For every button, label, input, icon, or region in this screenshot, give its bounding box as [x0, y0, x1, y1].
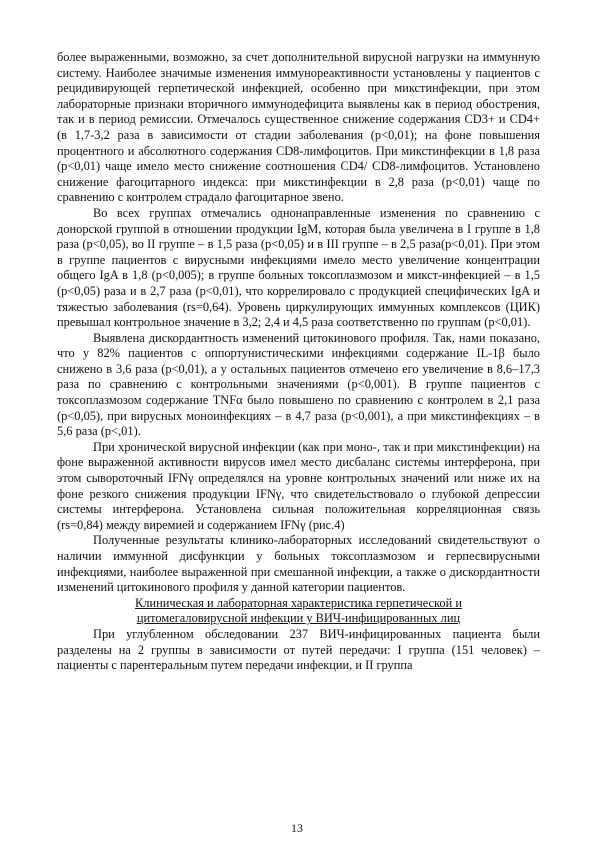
paragraph-5: Полученные результаты клинико-лабораторных исследований свидетельствуют о наличии иммунной дисфункции у больных токсоплазмозом и герпесвирусными инфекциями, наиболее выраженной при смешанной инфекции, а также о дискордантности изменений цитокинового профиля у данной категории пациентов. — [57, 533, 540, 595]
body-text — [57, 50, 540, 674]
paragraph-2: Во всех группах отмечались однонаправленные изменения по сравнению с донорской группой в отношении продукции IgM, которая была увеличена в I группе в 1,8 раза (p<0,05), во II группе – в 1,5 раза (p<0,05) и в III группе – в 2,5 раза(p<0,01). При этом в группе пациентов с вирусными инфекциями имело место увеличение концентрации общего IgA в 1,8 (p<0,005); в группе больных токсоплазмозом и микст-инфекцией – в 1,5 (p<0,05) раза и в 2,7 раза (p<0,01), что коррелировало с продукцией специфических IgA и тяжестью заболевания (rs=0,64). Уровень циркулирующих иммунных комплексов (ЦИК) превышал контрольное значение в 3,2; 2,4 и 4,5 раза соответственно по группам (p<0,01). — [57, 205, 540, 330]
paragraph-6: При углубленном обследовании 237 ВИЧ-инфицированных пациента были разделены на 2 группы в зависимости от путей передачи: I группа (151 человек) – пациенты с парентеральным путем передачи инфекции, и II группа — [57, 626, 540, 673]
page-number: 13 — [291, 821, 303, 835]
paragraph-3: Выявлена дискордантность изменений цитокинового профиля. Так, нами показано, что у 82% пациентов с оппортунистическими инфекциями содержание IL-1β было снижено в 3,6 раза (p<0,01), а у остальных пациентов отмечено его увеличение в 8,6–17,3 раза по сравнению с контрольными значениями (p<0,001). В группе пациентов с токсоплазмозом содержание TNFα было повышено по сравнению с контролем в 2,1 раза (p<0,05), при вирусных моноинфекциях – в 4,7 раза (p<0,001), а при микстинфекциях – в 5,6 раза (p<,01). — [57, 330, 540, 439]
section-heading: Клиническая и лабораторная характеристика герпетической и цитомегаловирусной инфекции у ВИЧ-инфицированных лиц — [135, 595, 462, 626]
paragraph-4: При хронической вирусной инфекции (как при моно-, так и при микстинфекции) на фоне выраженной активности вирусов имел место дисбаланс системы интерферона, при этом сывороточный IFNγ определялся на уровне контрольных значений или ниже их на фоне резкого снижения продукции IFNγ, что свидетельствовало о глубокой депрессии системы интерферона. Установлена сильная положительная корреляционная связь (rs=0,84) между виремией и содержанием IFNγ (рис.4) — [57, 439, 540, 532]
paragraph-1: более выраженными, возможно, за счет дополнительной вирусной нагрузки на иммунную систему. Наиболее значимые изменения иммунореактивности установлены у пациентов с рецидивирующей герпетической инфекцией, особенно при микстинфекции, при этом лабораторные признаки вторичного иммунодефицита выявлены как в период обострения, так и в период ремиссии. Отмечалось существенное снижение содержания CD3+ и CD4+ (в 1,7-3,2 раза в зависимости от стадии заболевания (p<0,01); на фоне повышения процентного и абсолютного содержания CD8-лимфоцитов. При микстинфекции в 1,8 раза (p<0,01) чаще имело место снижение соотношения CD4/ CD8-лимфоцитов. Установлено снижение фагоцитарного индекса: при микстинфекции в 2,8 раза (p<0,01) чаще по сравнению с контролем страдало фагоцитарное звено. — [57, 50, 540, 205]
